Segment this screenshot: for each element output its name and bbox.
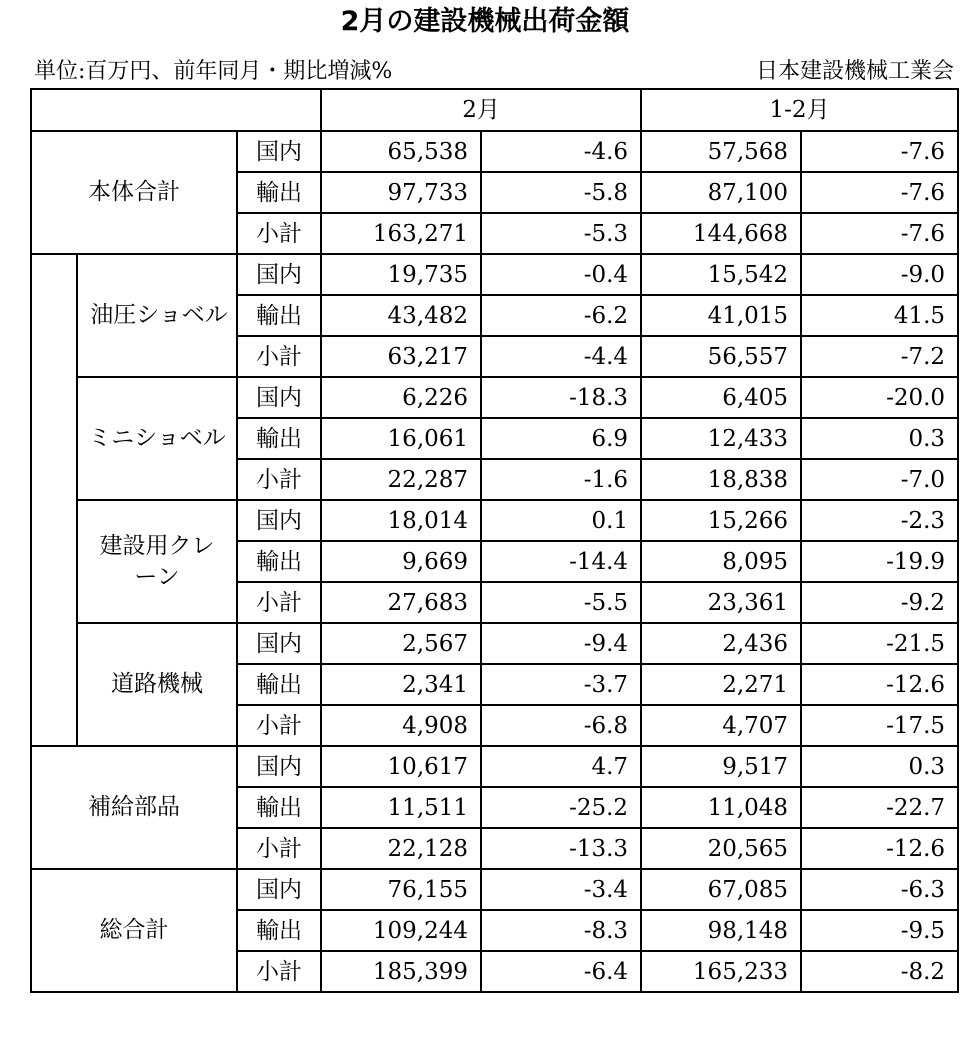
ytd-change: -9.5: [801, 910, 958, 951]
ytd-change: -7.2: [801, 336, 958, 377]
row-type-label: 輸出: [237, 787, 321, 828]
month-change: 6.9: [481, 418, 641, 459]
month-change: -18.3: [481, 377, 641, 418]
row-type-label: 小計: [237, 828, 321, 869]
ytd-change: -2.3: [801, 500, 958, 541]
month-change: -3.7: [481, 664, 641, 705]
month-value: 63,217: [321, 336, 481, 377]
month-value: 11,511: [321, 787, 481, 828]
row-type-label: 国内: [237, 500, 321, 541]
row-type-label: 国内: [237, 377, 321, 418]
ytd-value: 2,271: [641, 664, 801, 705]
ytd-change: -7.6: [801, 213, 958, 254]
ytd-value: 15,266: [641, 500, 801, 541]
month-value: 22,287: [321, 459, 481, 500]
indent-cell: [31, 623, 77, 746]
month-change: -4.4: [481, 336, 641, 377]
ytd-change: -7.6: [801, 131, 958, 172]
ytd-change: -19.9: [801, 541, 958, 582]
header-month: 2月: [321, 89, 641, 131]
month-change: 0.1: [481, 500, 641, 541]
row-type-label: 小計: [237, 459, 321, 500]
ytd-change: -9.2: [801, 582, 958, 623]
ytd-change: 41.5: [801, 295, 958, 336]
row-type-label: 輸出: [237, 295, 321, 336]
table-row: [31, 746, 958, 787]
ytd-value: 15,542: [641, 254, 801, 295]
ytd-value: 165,233: [641, 951, 801, 992]
header-corner: [31, 89, 321, 131]
row-type-label: 小計: [237, 336, 321, 377]
ytd-value: 87,100: [641, 172, 801, 213]
row-type-label: 小計: [237, 951, 321, 992]
category-label: ミニショベル: [77, 377, 237, 500]
ytd-value: 98,148: [641, 910, 801, 951]
ytd-value: 41,015: [641, 295, 801, 336]
source-org: 日本建設機械工業会: [755, 59, 954, 84]
row-type-label: 国内: [237, 254, 321, 295]
row-type-label: 国内: [237, 623, 321, 664]
month-change: -5.3: [481, 213, 641, 254]
row-type-label: 輸出: [237, 418, 321, 459]
month-value: 2,567: [321, 623, 481, 664]
month-value: 18,014: [321, 500, 481, 541]
indent-cell: [31, 254, 77, 377]
table-row: [31, 131, 958, 172]
ytd-value: 9,517: [641, 746, 801, 787]
row-type-label: 小計: [237, 213, 321, 254]
month-change: -6.4: [481, 951, 641, 992]
month-value: 65,538: [321, 131, 481, 172]
ytd-change: -22.7: [801, 787, 958, 828]
month-value: 185,399: [321, 951, 481, 992]
month-change: -25.2: [481, 787, 641, 828]
ytd-change: -7.6: [801, 172, 958, 213]
ytd-value: 20,565: [641, 828, 801, 869]
ytd-value: 23,361: [641, 582, 801, 623]
month-value: 76,155: [321, 869, 481, 910]
ytd-value: 18,838: [641, 459, 801, 500]
row-type-label: 小計: [237, 582, 321, 623]
category-label: 総合計: [31, 869, 237, 992]
month-change: -8.3: [481, 910, 641, 951]
ytd-change: -7.0: [801, 459, 958, 500]
indent-cell: [31, 377, 77, 500]
ytd-change: 0.3: [801, 418, 958, 459]
month-value: 19,735: [321, 254, 481, 295]
row-type-label: 輸出: [237, 910, 321, 951]
month-value: 97,733: [321, 172, 481, 213]
month-change: -6.2: [481, 295, 641, 336]
month-change: -13.3: [481, 828, 641, 869]
month-change: -6.8: [481, 705, 641, 746]
month-change: -5.8: [481, 172, 641, 213]
unit-note: 単位:百万円、前年同月・期比増減%: [34, 59, 393, 84]
table-row: [31, 500, 958, 541]
month-value: 10,617: [321, 746, 481, 787]
indent-cell: [31, 500, 77, 623]
month-change: -3.4: [481, 869, 641, 910]
month-value: 16,061: [321, 418, 481, 459]
month-change: -9.4: [481, 623, 641, 664]
month-value: 22,128: [321, 828, 481, 869]
month-change: -4.6: [481, 131, 641, 172]
month-value: 6,226: [321, 377, 481, 418]
category-label: 油圧ショベル: [77, 254, 237, 377]
month-change: -14.4: [481, 541, 641, 582]
ytd-change: -21.5: [801, 623, 958, 664]
month-value: 109,244: [321, 910, 481, 951]
ytd-value: 2,436: [641, 623, 801, 664]
ytd-change: -6.3: [801, 869, 958, 910]
table-row: [31, 869, 958, 910]
month-value: 43,482: [321, 295, 481, 336]
ytd-change: -12.6: [801, 828, 958, 869]
row-type-label: 輸出: [237, 664, 321, 705]
ytd-value: 67,085: [641, 869, 801, 910]
ytd-value: 11,048: [641, 787, 801, 828]
ytd-change: 0.3: [801, 746, 958, 787]
row-type-label: 国内: [237, 746, 321, 787]
ytd-value: 56,557: [641, 336, 801, 377]
category-label: 本体合計: [31, 131, 237, 254]
ytd-change: -8.2: [801, 951, 958, 992]
category-label: 道路機械: [77, 623, 237, 746]
header-row: [31, 89, 958, 131]
month-change: 4.7: [481, 746, 641, 787]
month-change: -0.4: [481, 254, 641, 295]
table-row: [31, 254, 958, 295]
ytd-change: -12.6: [801, 664, 958, 705]
row-type-label: 小計: [237, 705, 321, 746]
month-value: 27,683: [321, 582, 481, 623]
table-row: [31, 377, 958, 418]
table-row: [31, 623, 958, 664]
category-label: 建設用クレーン: [77, 500, 237, 623]
month-value: 4,908: [321, 705, 481, 746]
ytd-value: 144,668: [641, 213, 801, 254]
month-value: 2,341: [321, 664, 481, 705]
header-ytd: 1-2月: [641, 89, 958, 131]
ytd-value: 8,095: [641, 541, 801, 582]
ytd-change: -9.0: [801, 254, 958, 295]
row-type-label: 国内: [237, 869, 321, 910]
month-change: -5.5: [481, 582, 641, 623]
row-type-label: 国内: [237, 131, 321, 172]
row-type-label: 輸出: [237, 172, 321, 213]
row-type-label: 輸出: [237, 541, 321, 582]
ytd-change: -17.5: [801, 705, 958, 746]
ytd-value: 4,707: [641, 705, 801, 746]
month-value: 163,271: [321, 213, 481, 254]
ytd-change: -20.0: [801, 377, 958, 418]
ytd-value: 57,568: [641, 131, 801, 172]
ytd-value: 6,405: [641, 377, 801, 418]
month-change: -1.6: [481, 459, 641, 500]
category-label: 補給部品: [31, 746, 237, 869]
shipment-table: [30, 88, 959, 993]
page-title: 2月の建設機械出荷金額: [340, 6, 630, 37]
ytd-value: 12,433: [641, 418, 801, 459]
month-value: 9,669: [321, 541, 481, 582]
